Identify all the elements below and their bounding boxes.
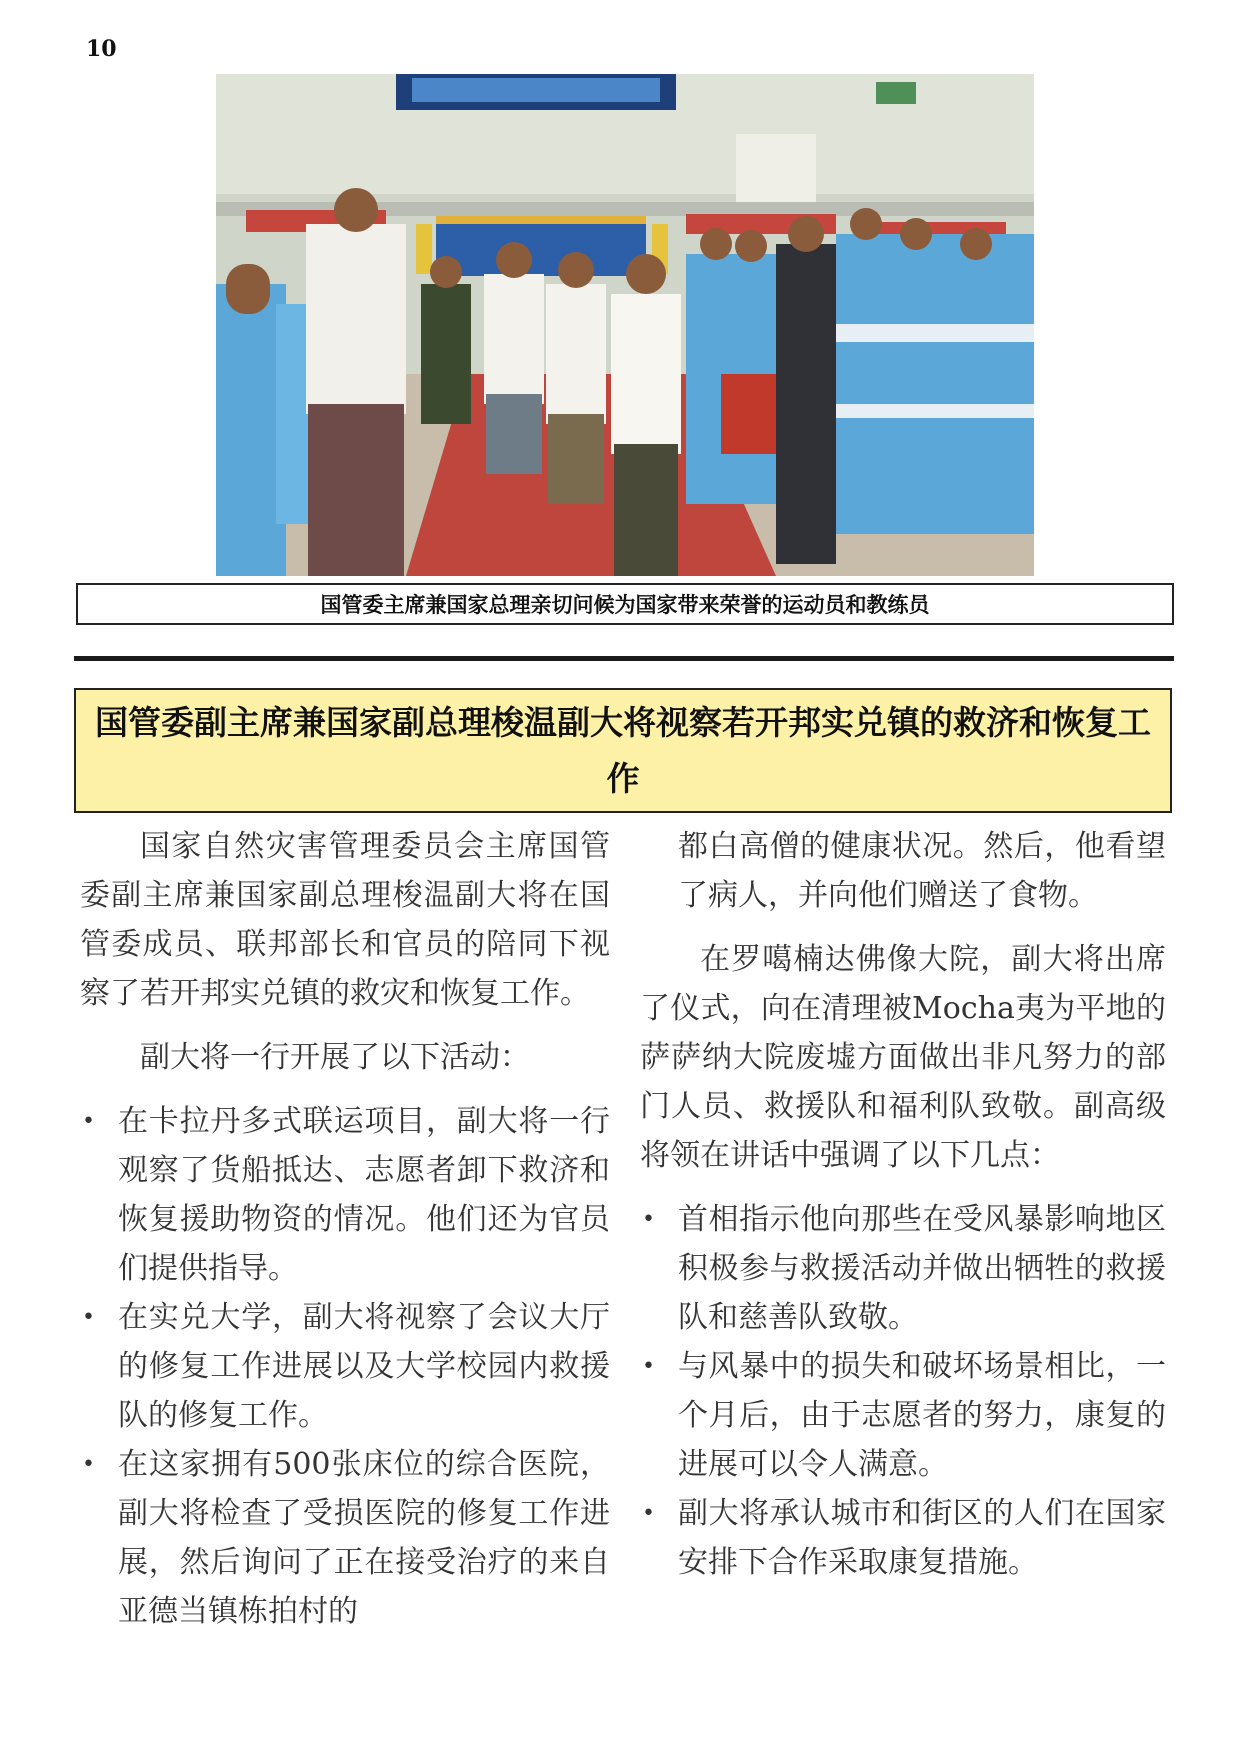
article-column-right <box>640 822 1166 1587</box>
photo-caption: 国管委主席兼国家总理亲切问候为国家带来荣誉的运动员和教练员 <box>76 583 1174 625</box>
list-item-text: 副大将承认城市和街区的人们在国家安排下合作采取康复措施。 <box>678 1496 1166 1580</box>
list-item-text: 与风暴中的损失和破坏场景相比，一个月后，由于志愿者的努力，康复的进展可以令人满意。 <box>678 1349 1166 1482</box>
article-paragraph: 在罗噶楠达佛像大院，副大将出席了仪式，向在清理被Mocha夷为平地的萨萨纳大院废墟方面做出非凡努力的部门人员、救援队和福利队致敬。副高级将领在讲话中强调了以下几点： <box>640 942 1166 1173</box>
list-item <box>640 1342 1166 1489</box>
bullet-icon: • <box>642 1501 655 1526</box>
list-item <box>80 1440 610 1636</box>
remarks-list <box>640 1195 1166 1587</box>
list-item-text: 在实兑大学，副大将视察了会议大厅的修复工作进展以及大学校园内救援队的修复工作。 <box>118 1300 610 1433</box>
activity-list <box>80 1097 610 1636</box>
list-item <box>80 1293 610 1440</box>
bullet-icon: • <box>82 1109 95 1134</box>
list-item-text: 首相指示他向那些在受风暴影响地区积极参与救援活动并做出牺牲的救援队和慈善队致敬。 <box>678 1202 1166 1335</box>
list-item-text: 在卡拉丹多式联运项目，副大将一行观察了货船抵达、志愿者卸下救济和恢复援助物资的情况。他们还为官员们提供指导。 <box>118 1104 610 1286</box>
section-divider <box>74 656 1174 661</box>
list-item <box>80 1097 610 1293</box>
article-headline: 国管委副主席兼国家副总理梭温副大将视察若开邦实兑镇的救济和恢复工作 <box>74 688 1172 813</box>
article-paragraph: 都白高僧的健康状况。然后，他看望了病人，并向他们赠送了食物。 <box>678 829 1166 913</box>
article-paragraph: 副大将一行开展了以下活动： <box>140 1040 530 1075</box>
news-photo <box>216 74 1034 576</box>
article-paragraph: 国家自然灾害管理委员会主席国管委副主席兼国家副总理梭温副大将在国管委成员、联邦部长和官员的陪同下视察了若开邦实兑镇的救灾和恢复工作。 <box>80 829 610 1011</box>
bullet-icon: • <box>642 1207 655 1232</box>
article-column-left <box>80 822 610 1636</box>
list-item-text: 在这家拥有500张床位的综合医院，副大将检查了受损医院的修复工作进展，然后询问了正在接受治疗的来自亚德当镇栋拍村的 <box>118 1447 610 1629</box>
bullet-icon: • <box>82 1305 95 1330</box>
list-item <box>640 1489 1166 1587</box>
page-number: 10 <box>86 36 117 62</box>
list-item <box>640 1195 1166 1342</box>
bullet-icon: • <box>642 1354 655 1379</box>
bullet-icon: • <box>82 1452 95 1477</box>
